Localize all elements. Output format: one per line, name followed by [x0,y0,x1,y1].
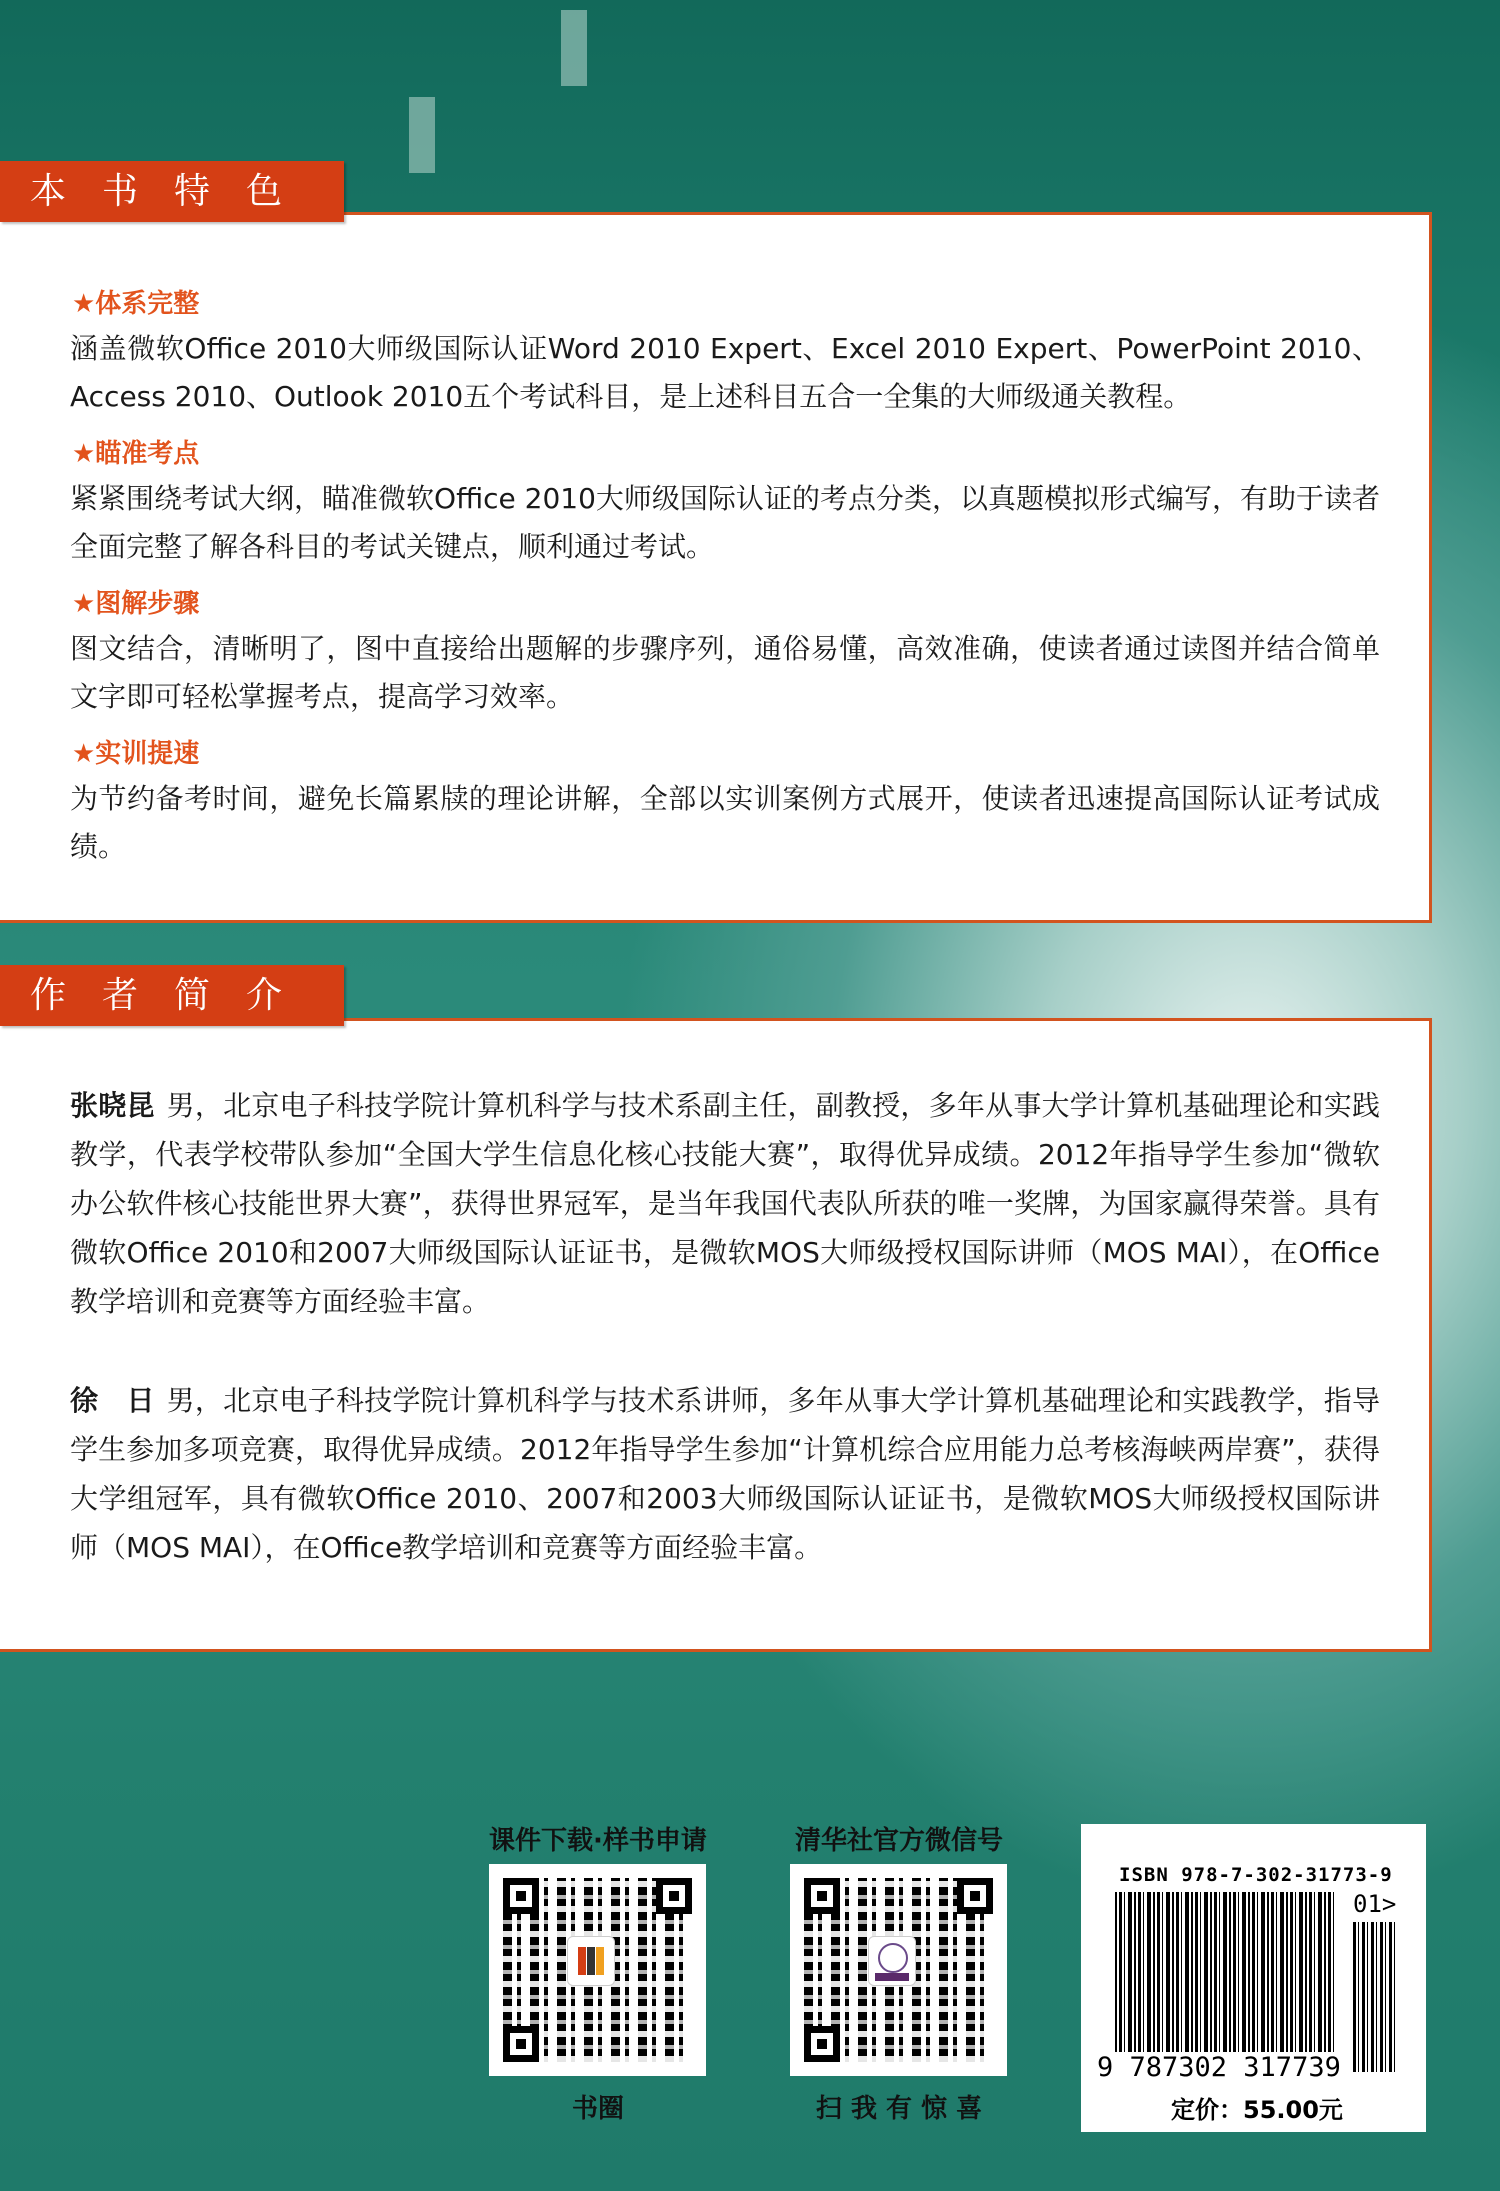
features-panel [0,212,1432,923]
feature-title: ★实训提速 [72,739,200,769]
authors-panel [0,1018,1432,1652]
qr-bottom-label: 书圈 [571,2094,624,2124]
qr-code-wechat[interactable] [790,1864,1007,2076]
feature-text: 涵盖微软Office 2010大师级国际认证Word 2010 Expert、Excel 2010 Expert、PowerPoint 2010、Access 2010、Outlook 2010五个考试科目，是上述科目五合一全集的大师级通关教程。 [70,332,1380,413]
author-bio [70,1081,1380,1326]
qr-top-label: 清华社官方微信号 [794,1826,1003,1856]
publisher-seal-icon [868,1936,916,1986]
section-tab-authors: 作者简介 [0,965,344,1026]
author-name: 张晓昆 [70,1089,155,1122]
price: 定价：55.00元 [1171,2096,1343,2124]
author-bio [70,1376,1380,1572]
author-text: 男，北京电子科技学院计算机科学与技术系讲师，多年从事大学计算机基础理论和实践教学，指导学生参加多项竞赛，取得优异成绩。2012年指导学生参加“计算机综合应用能力总考核海峡两岸赛”，获得大学组冠军，具有微软Office 2010、2007和2003大师级国际认证证书，是微软MOS大师级授权国际讲师（MOS MAI），在Office教学培训和竞赛等方面经验丰富。 [70,1384,1380,1564]
barcode-number: 9 787302 317739 [1097,2052,1341,2083]
barcode-addon: 01> [1353,1890,1397,1918]
barcode-bars [1115,1892,1335,2072]
author-text: 男，北京电子科技学院计算机科学与技术系副主任，副教授，多年从事大学计算机基础理论和实践教学，代表学校带队参加“全国大学生信息化核心技能大赛”，取得优异成绩。2012年指导学生参加“微软办公软件核心技能世界大赛”，获得世界冠军，是当年我国代表队所获的唯一奖牌，为国家赢得荣誉。具有微软Office 2010和2007大师级国际认证证书，是微软MOS大师级授权国际讲师（MOS MAI），在Office教学培训和竞赛等方面经验丰富。 [70,1089,1380,1318]
feature-text: 紧紧围绕考试大纲，瞄准微软Office 2010大师级国际认证的考点分类，以真题模拟形式编写，有助于读者全面完整了解各科目的考试关键点，顺利通过考试。 [70,482,1380,563]
qr-top-label: 课件下载·样书申请 [489,1826,707,1856]
feature-text: 为节约备考时间，避免长篇累牍的理论讲解，全部以实训案例方式展开，使读者迅速提高国际认证考试成绩。 [70,782,1380,863]
feature-text: 图文结合，清晰明了，图中直接给出题解的步骤序列，通俗易懂，高效准确，使读者通过读图并结合简单文字即可轻松掌握考点，提高学习效率。 [70,632,1380,713]
book-logo-icon [567,1936,615,1986]
author-name: 徐 日 [70,1384,155,1417]
feature-title: ★瞄准考点 [72,439,200,469]
section-tab-features: 本书特色 [0,161,344,222]
feature-title: ★图解步骤 [72,589,200,619]
qr-bottom-label: 扫 我 有 惊 喜 [815,2094,983,2124]
isbn-barcode-box [1081,1824,1426,2132]
qr-code-courseware[interactable] [489,1864,706,2076]
isbn-text: ISBN 978-7-302-31773-9 [1119,1864,1393,1886]
addon-bars [1353,1922,1397,2072]
feature-title: ★体系完整 [72,289,200,319]
